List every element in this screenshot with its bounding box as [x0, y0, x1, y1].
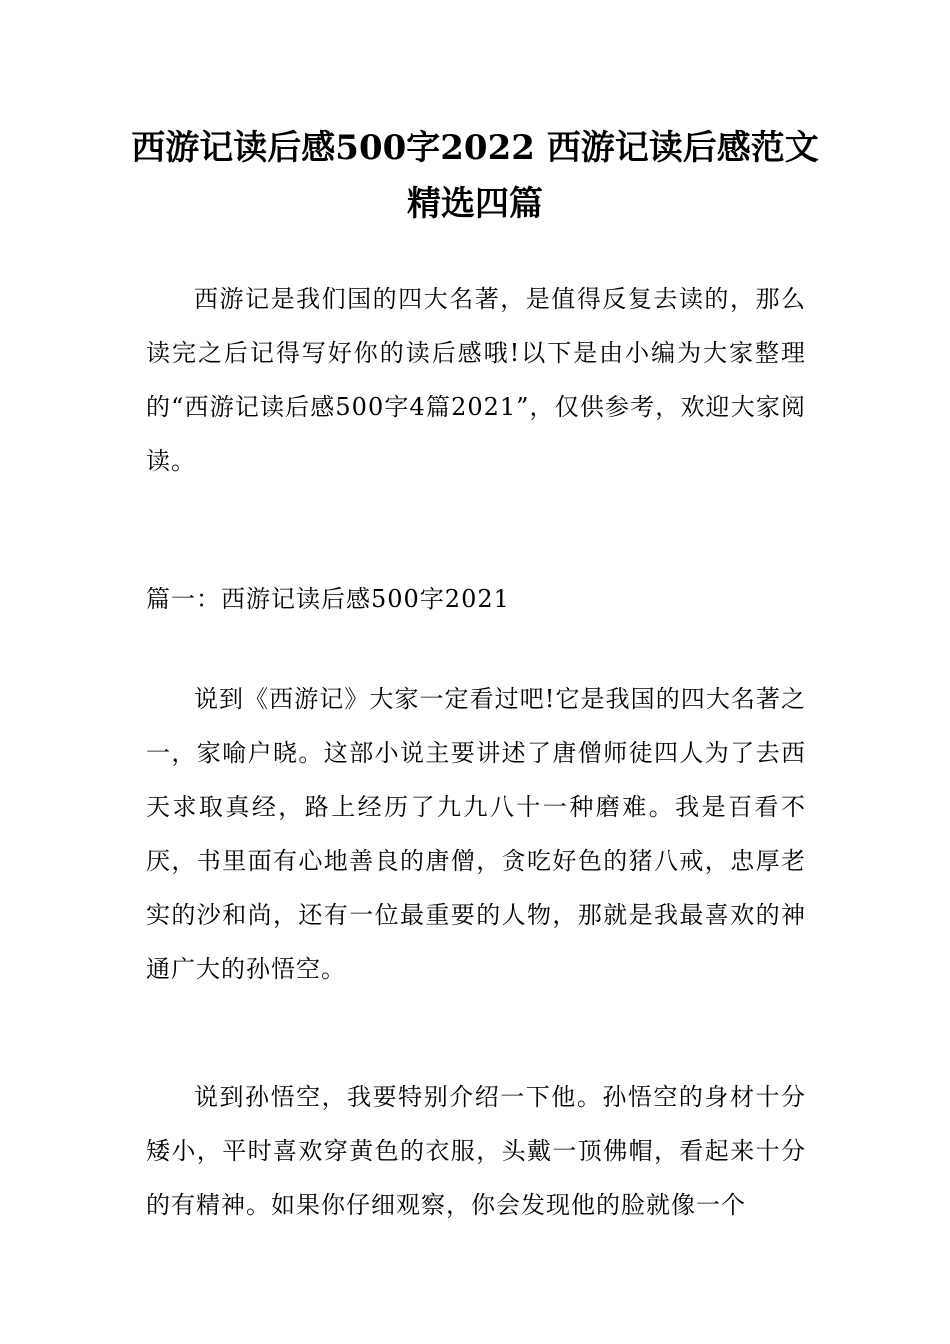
document-title: 西游记读后感500字2022 西游记读后感范文精选四篇: [131, 128, 819, 224]
intro-paragraph: 西游记是我们国的四大名著，是值得反复去读的，那么读完之后记得写好你的读后感哦!以下是由小编为大家整理的“西游记读后感500字4篇2021”，仅供参考，欢迎大家阅读。: [146, 285, 806, 475]
body-paragraph-2: 说到孙悟空，我要特别介绍一下他。孙悟空的身材十分矮小，平时喜欢穿黄色的衣服，头戴一顶佛帽，看起来十分的有精神。如果你仔细观察，你会发现他的脸就像一个: [146, 1083, 806, 1219]
body-paragraph-1: 说到《西游记》大家一定看过吧!它是我国的四大名著之一，家喻户晓。这部小说主要讲述了唐僧师徒四人为了去西天求取真经，路上经历了九九八十一种磨难。我是百看不厌，书里面有心地善良的唐僧，贪吃好色的猪八戒，忠厚老实的沙和尚，还有一位最重要的人物，那就是我最喜欢的神通广大的孙悟空。: [146, 685, 806, 983]
section-heading: 篇一：西游记读后感500字2021: [146, 585, 510, 613]
